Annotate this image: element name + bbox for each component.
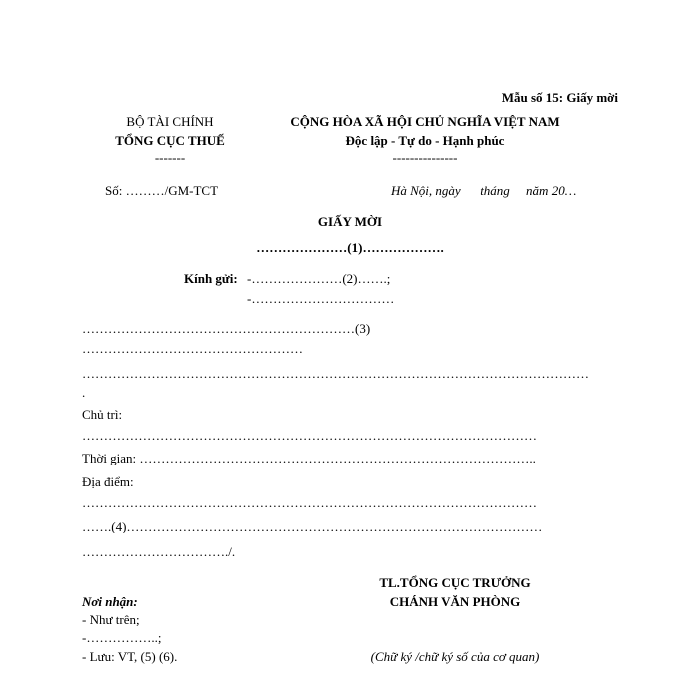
nation-motto: Độc lập - Tự do - Hạnh phúc <box>345 133 505 148</box>
signature-title-1: TL.TỔNG CỤC TRƯỞNG <box>379 575 531 590</box>
body-line-4: …….(4)…………………………………………………………………………………… <box>82 520 543 533</box>
footer-recipient-item: - Như trên; <box>82 612 140 627</box>
document-title: GIẤY MỜI <box>317 214 383 229</box>
body-line-3c: ……………………………………………………………………………………………………… <box>82 367 589 380</box>
department-name: TỔNG CỤC THUẾ <box>115 133 225 148</box>
time-line: Thời gian: ……………………………………………………………………………….. <box>82 452 536 465</box>
form-number: Mẫu số 15: Giấy mời <box>501 90 618 105</box>
location-value: …………………………………………………………………………………………… <box>82 496 537 509</box>
body-line-3a: ………………………………………………………(3) <box>82 321 371 336</box>
nation-title: CỘNG HÒA XÃ HỘI CHỦ NGHĨA VIỆT NAM <box>290 114 560 129</box>
footer-recipient-item: -……………..; <box>82 630 162 645</box>
signature-title-2: CHÁNH VĂN PHÒNG <box>389 594 521 609</box>
signature-note: (Chữ ký /chữ ký số của cơ quan) <box>370 649 540 664</box>
ministry-name: BỘ TÀI CHÍNH <box>126 114 214 129</box>
subject-line: …………………(1)………………. <box>256 240 444 255</box>
left-header-underline: ------- <box>154 150 186 165</box>
location-label: Địa điểm: <box>82 474 134 489</box>
recipient-line-2: -…………………………… <box>247 291 395 306</box>
place-date: Hà Nội, ngày tháng năm 20… <box>391 183 577 198</box>
footer-recipient-item: - Lưu: VT, (5) (6). <box>82 649 178 664</box>
closing-line: ……………………………./. <box>82 544 236 559</box>
document-number: Số: ………/GM-TCT <box>105 183 219 198</box>
recipients-label: Kính gửi: <box>184 271 238 286</box>
body-line-3b: …………………………………………… <box>82 341 303 356</box>
footer-recipients-label: Nơi nhận: <box>82 594 138 609</box>
recipient-line-1: -…………………(2)…….; <box>247 271 391 286</box>
right-header-underline: --------------- <box>392 150 458 165</box>
chair-label: Chủ trì: <box>82 407 123 422</box>
chair-value: …………………………………………………………………………………………… <box>82 429 537 442</box>
body-line-3d: . <box>82 385 86 400</box>
